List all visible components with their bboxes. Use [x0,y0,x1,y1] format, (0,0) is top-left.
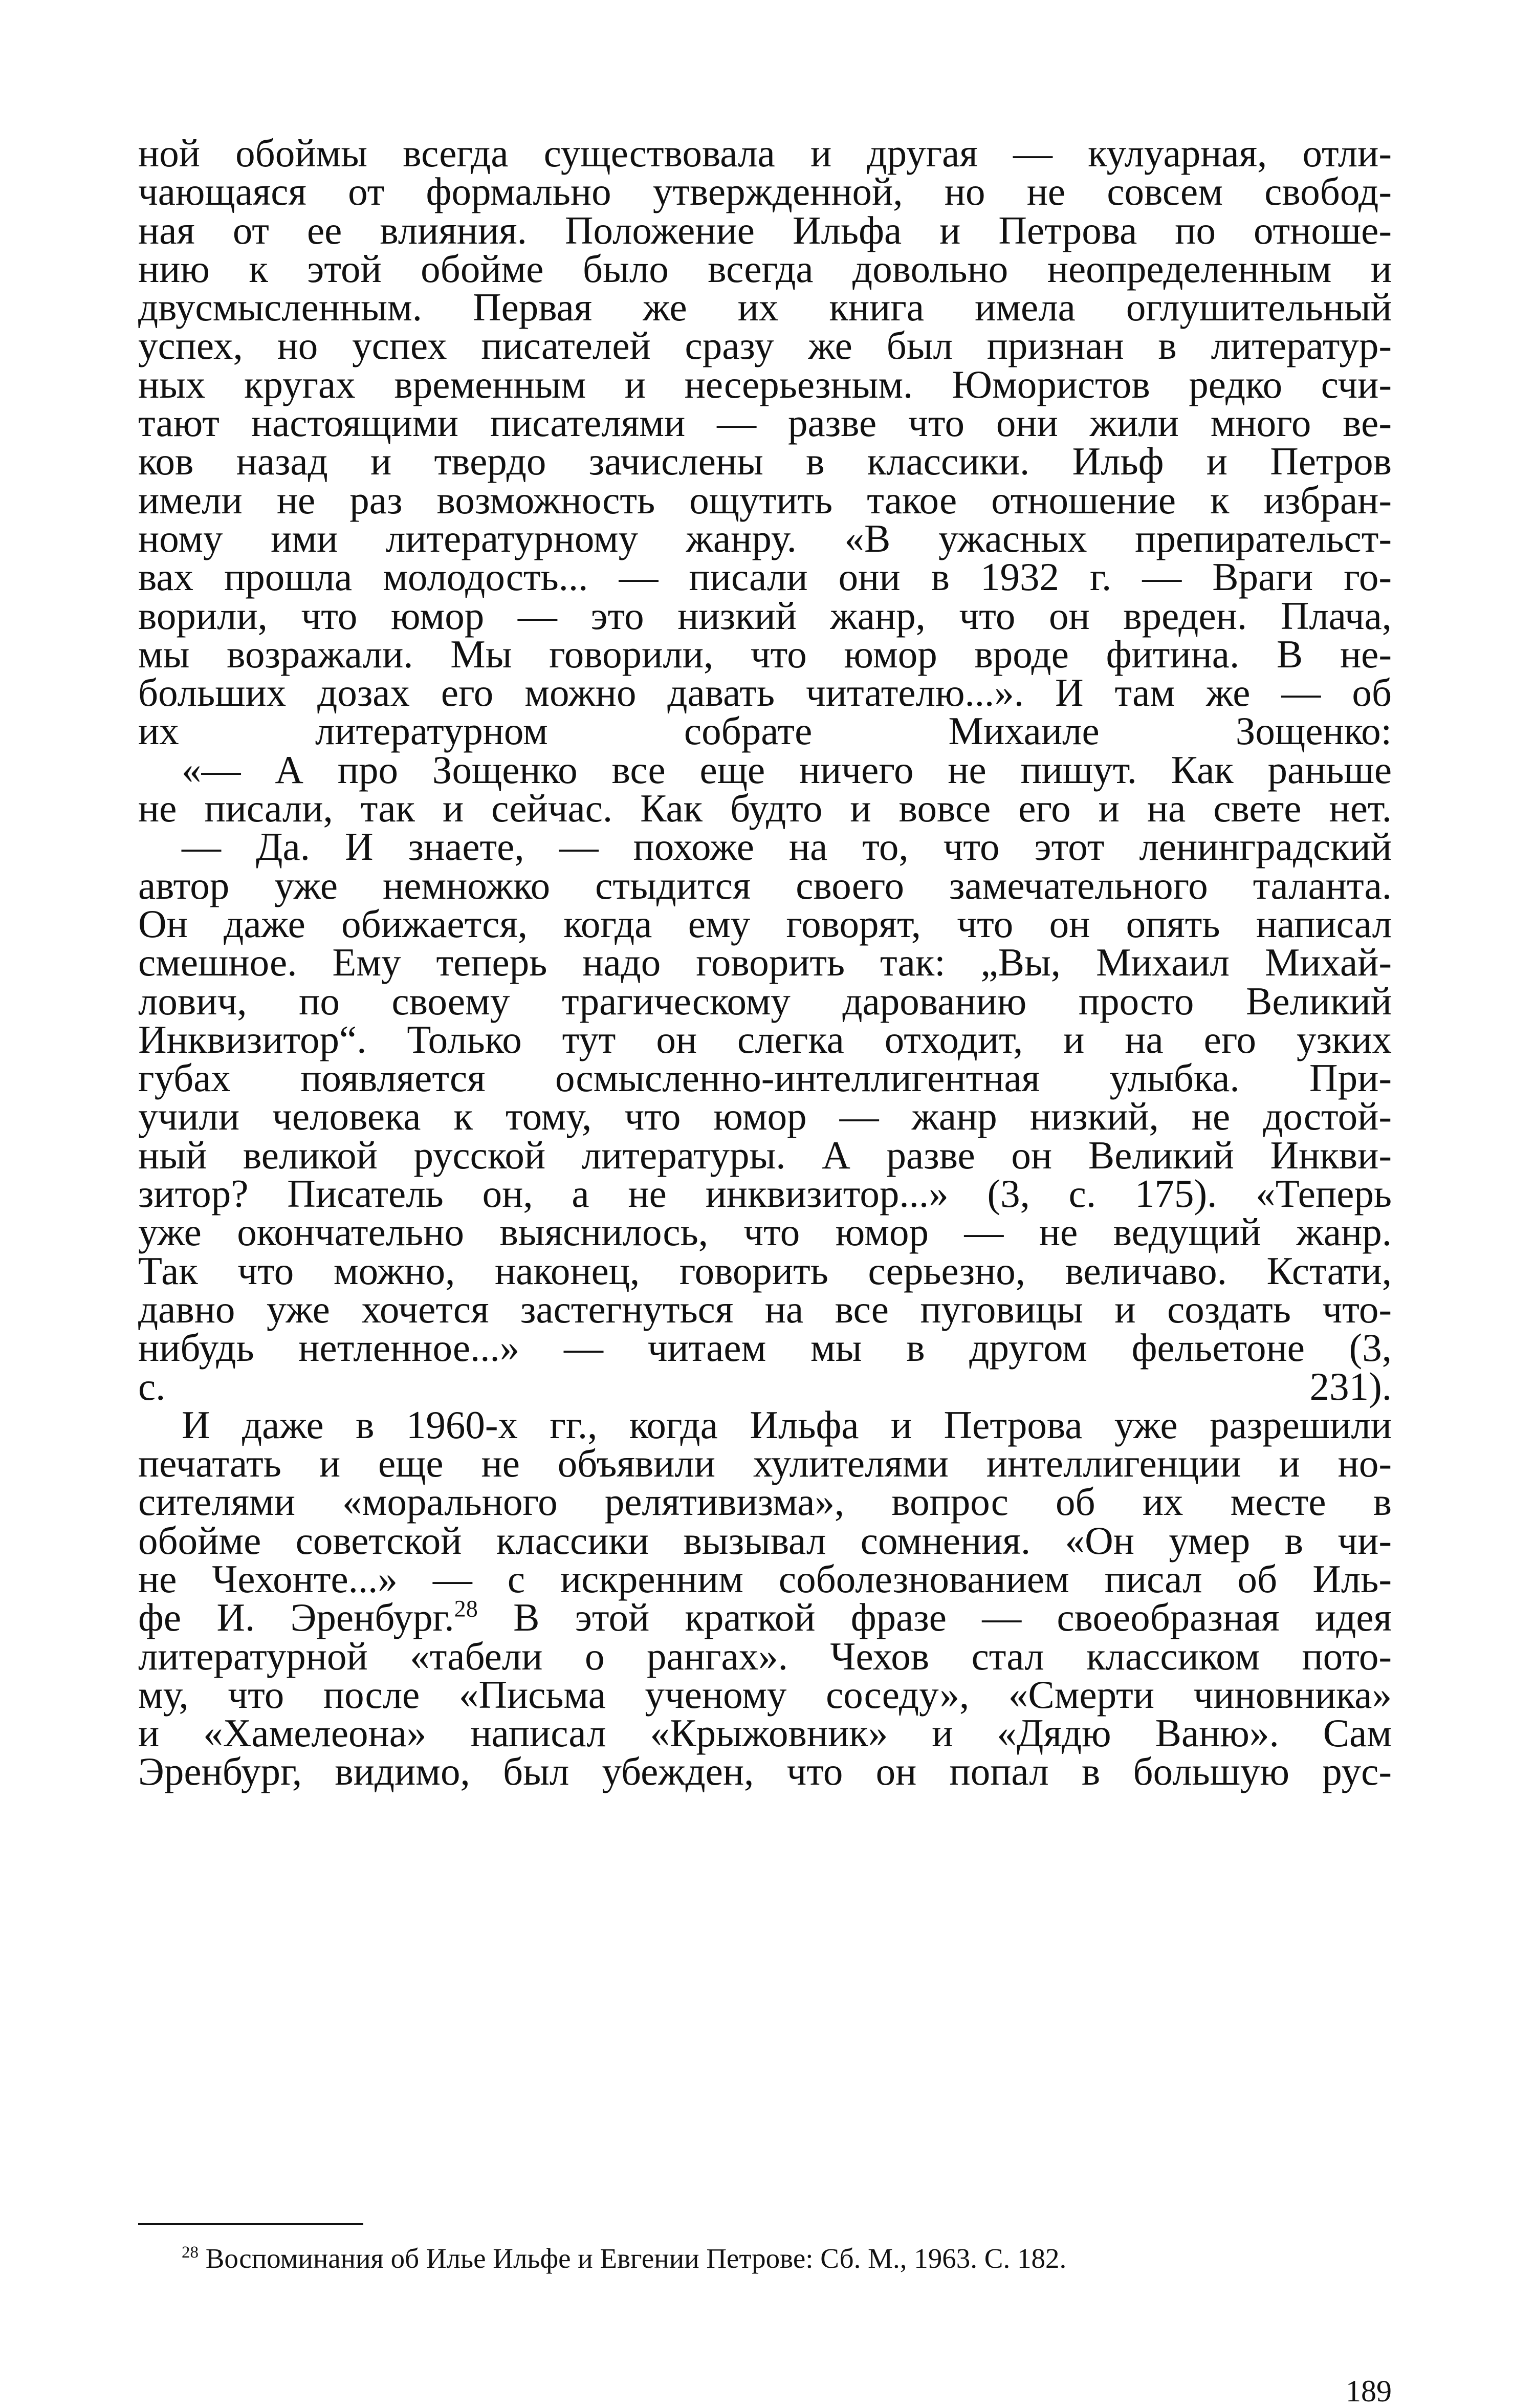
text-line: ная от ее влияния. Положение Ильфа и Петрова по отноше- [138,208,1392,252]
page-number: 189 [1346,2374,1392,2408]
footnote [182,2242,1392,2275]
book-page [138,131,1392,2408]
text-line: литературной «табели о рангах». Чехов стал классиком пото- [138,1634,1392,1678]
footnote-text: Воспоминания об Илье Ильфе и Евгении Петрове: Сб. М., 1963. С. 182. [199,2243,1067,2274]
text-line: учили человека к тому, что юмор — жанр низкий, не достой- [138,1094,1392,1139]
footnote-divider [138,2223,363,2225]
text-line: ков назад и твердо зачислены в классики. Ильф и Петров [138,439,1392,484]
text-line: печатать и еще не объявили хулителями интеллигенции и но- [138,1441,1392,1486]
text-line: и «Хамелеона» написал «Крыжовник» и «Дядю Ваню». Сам [138,1711,1392,1755]
text-line: с. 231). [138,1364,1392,1408]
text-line: тают настоящими писателями — разве что они жили много ве- [138,401,1392,445]
text-line: не писали, так и сейчас. Как будто и вовсе его и на свете нет. [138,786,1392,831]
paragraph-3 [138,825,1392,1408]
body-text [138,131,1392,1794]
text-line: Инквизитор“. Только тут он слегка отходит, и на его узких [138,1017,1392,1061]
text-line: давно уже хочется застегнуться на все пуговицы и создать что- [138,1287,1392,1331]
text-line: «— А про Зощенко все еще ничего не пишут. Как раньше [182,747,1392,792]
text-line: — Да. И знаете, — похоже на то, что этот ленинградский [182,825,1392,869]
text-line: сителями «морального релятивизма», вопрос об их месте в [138,1480,1392,1524]
text-line: ному ими литературному жанру. «В ужасных препирательст- [138,516,1392,560]
text-line: фе И. Эренбург. [138,1595,454,1640]
text-line: ной обоймы всегда существовала и другая — кулуарная, отли- [138,131,1392,175]
text-line: му, что после «Письма ученому соседу», «Смерти чиновника» [138,1672,1392,1717]
text-line: ных кругах временным и несерьезным. Юмористов редко счи- [138,362,1392,406]
text-line: не Чехонте...» — с искренним соболезнованием писал об Иль- [138,1556,1392,1601]
text-line: ворили, что юмор — это низкий жанр, что он вреден. Плача, [138,593,1392,638]
text-line: Он даже обижается, когда ему говорят, что он опять написал [138,901,1392,946]
text-line: смешное. Ему теперь надо говорить так: „Вы, Михаил Михай- [138,940,1392,985]
text-line: уже окончательно выяснилось, что юмор — не ведущий жанр. [138,1210,1392,1254]
text-line: нибудь нетленное...» — читаем мы в другом фельетоне (3, [138,1326,1392,1370]
text-line: имели не раз возможность ощутить такое отношение к избран- [138,478,1392,522]
text-line: ный великой русской литературы. А разве он Великий Инкви- [138,1133,1392,1177]
text-line: губах появляется осмысленно-интеллигентная улыбка. При- [138,1056,1392,1100]
footnote-reference[interactable]: 28 [454,1595,478,1622]
text-line: лович, по своему трагическому дарованию просто Великий [138,979,1392,1023]
text-line: нию к этой обойме было всегда довольно неопределенным и [138,246,1392,291]
paragraph-4 [138,1402,1392,1794]
text-line: Так что можно, наконец, говорить серьезно, величаво. Кстати, [138,1248,1392,1293]
text-line: их литературном собрате Михаиле Зощенко: [138,709,1392,753]
footnote-number: 28 [182,2243,199,2262]
text-line: мы возражали. Мы говорили, что юмор вроде фитина. В не- [138,632,1392,676]
text-line-tail: В этой краткой фразе — своеобразная идея [477,1595,1392,1640]
text-line: зитор? Писатель он, а не инквизитор...» (3, с. 175). «Теперь [138,1172,1392,1216]
text-line: И даже в 1960-х гг., когда Ильфа и Петрова уже разрешили [182,1402,1392,1447]
text-line: обойме советской классики вызывал сомнения. «Он умер в чи- [138,1518,1392,1563]
text-line: больших дозах его можно давать читателю...». И там же — об [138,670,1392,715]
paragraph-2 [138,747,1392,831]
text-line: автор уже немножко стыдится своего замечательного таланта. [138,863,1392,907]
text-line: двусмысленным. Первая же их книга имела оглушительный [138,285,1392,330]
paragraph-1 [138,131,1392,753]
text-line: успех, но успех писателей сразу же был признан в литератур- [138,323,1392,368]
text-line: Эренбург, видимо, был убежден, что он попал в большую рус- [138,1749,1392,1794]
text-line: чающаяся от формально утвержденной, но не совсем свобод- [138,169,1392,214]
text-line: вах прошла молодость... — писали они в 1932 г. — Враги го- [138,555,1392,599]
